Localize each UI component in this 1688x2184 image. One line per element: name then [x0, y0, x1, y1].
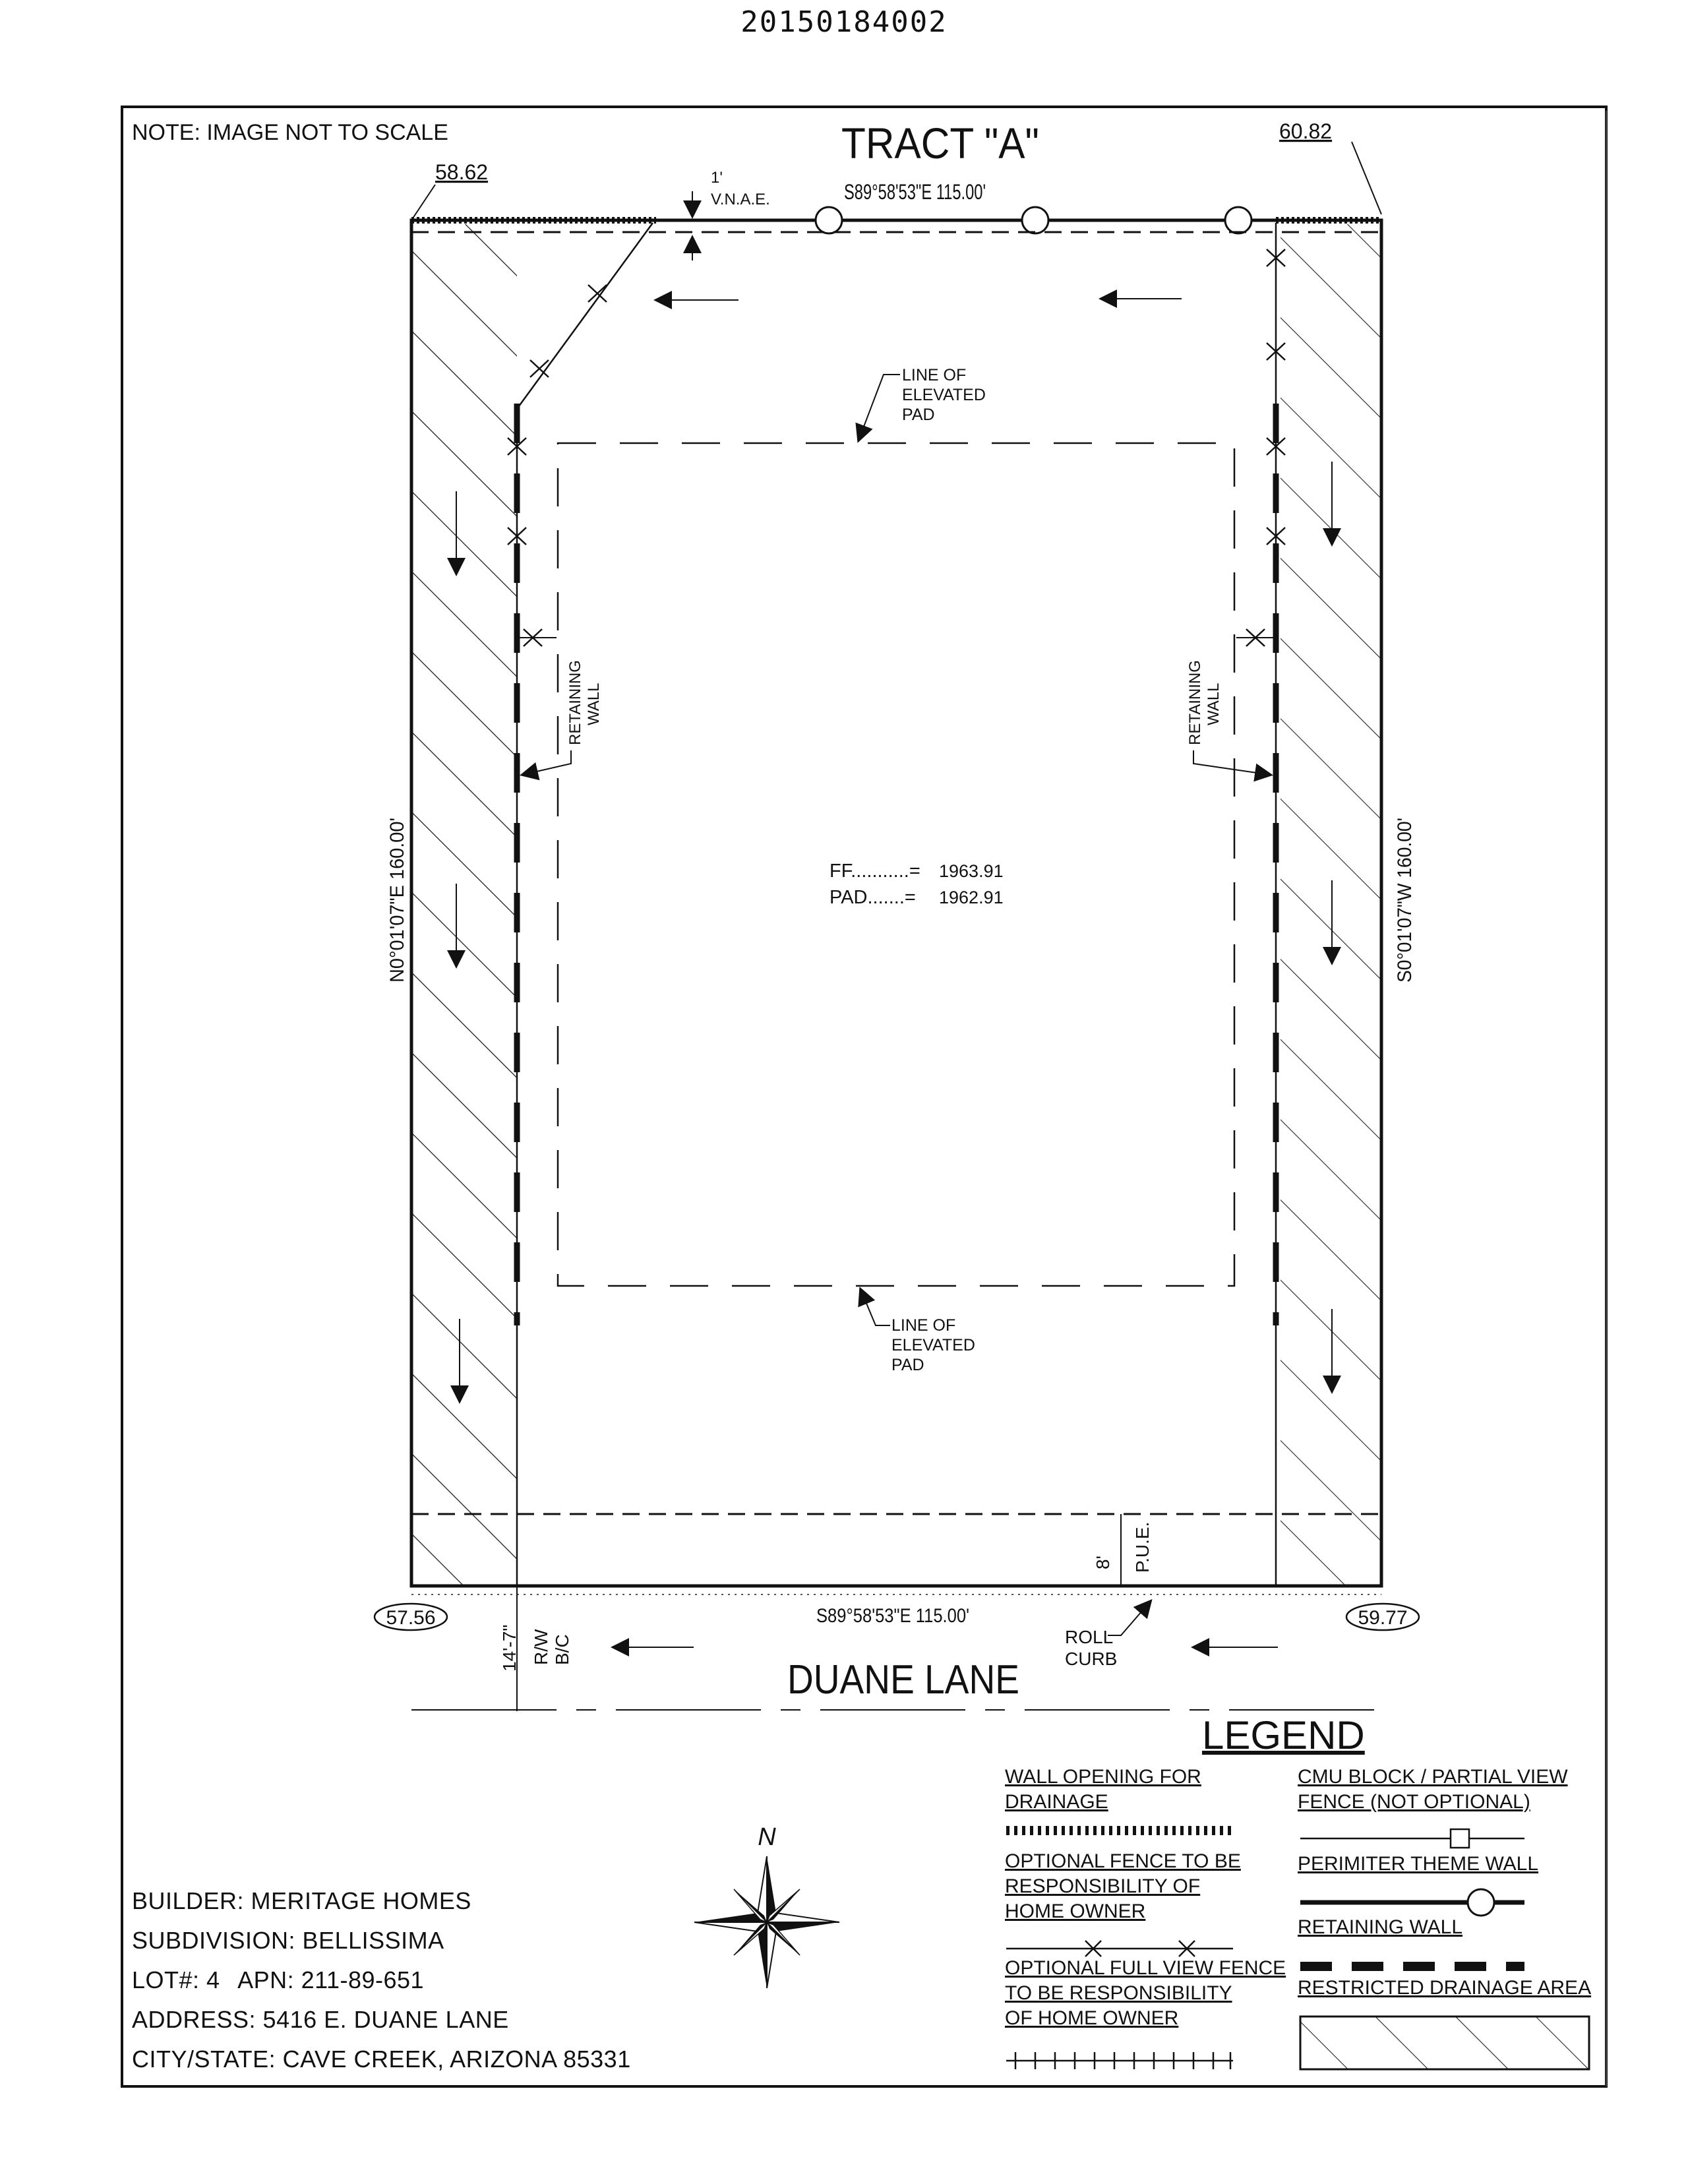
south-bearing: S89°58'53"E 115.00' [816, 1605, 969, 1627]
ff-value: 1963.91 [939, 861, 1004, 881]
north-arrow [694, 1856, 839, 1988]
west-bearing: N0°01'07"E 160.00' [386, 811, 408, 983]
east-bearing: S0°01'07"W 160.00' [1394, 807, 1416, 983]
city-state-line: CITY/STATE: CAVE CREEK, ARIZONA 85331 [132, 2046, 631, 2073]
legend-drainage-area-symbol [1300, 2017, 1589, 2069]
vnae-width: 1' [711, 169, 723, 187]
pad-label-top-2: ELEVATED [902, 386, 986, 404]
pad-label-bottom-2: ELEVATED [891, 1336, 975, 1354]
legend-cmu-block-symbol [1300, 1829, 1524, 1848]
pad-label: PAD.......= [829, 887, 916, 908]
pad-label-bottom-3: PAD [891, 1356, 924, 1374]
corner-elev-bottom-left: 57.56 [386, 1607, 436, 1629]
street-name: DUANE LANE [787, 1657, 1019, 1703]
document-number: 20150184002 [740, 5, 948, 39]
legend-optional-fence: OPTIONAL FENCE TO BE RESPONSIBILITY OF HOME OWNER [1005, 1850, 1241, 1922]
apn-number: APN: 211-89-651 [237, 1966, 425, 1993]
corner-elev-top-left: 58.62 [435, 160, 489, 184]
drainage-area-right [1281, 224, 1381, 1586]
address-line: ADDRESS: 5416 E. DUANE LANE [132, 2006, 509, 2033]
north-bearing: S89°58'53"E 115.00' [844, 180, 986, 204]
pad-label-bottom-1: LINE OF [891, 1316, 956, 1335]
ff-label: FF...........= [829, 861, 920, 882]
corner-elev-bottom-right: 59.77 [1358, 1607, 1408, 1629]
legend-wall-opening: WALL OPENING FOR DRAINAGE [1005, 1766, 1201, 1813]
bc-label: B/C [552, 1634, 572, 1665]
legend-retaining-wall: RETAINING WALL [1298, 1916, 1463, 1938]
retaining-wall-label-left-2: WALL [585, 682, 603, 725]
scale-note: NOTE: IMAGE NOT TO SCALE [132, 120, 448, 145]
pad-label-top-1: LINE OF [902, 366, 967, 384]
legend-full-view-fence: OPTIONAL FULL VIEW FENCE TO BE RESPONSIBILITY OF HOME OWNER [1005, 1957, 1286, 2029]
lot-number: LOT#: 4 [132, 1966, 220, 1993]
legend-theme-wall: PERIMITER THEME WALL [1298, 1853, 1539, 1875]
legend-full-view-fence-symbol [1006, 2052, 1233, 2069]
north-label: N [758, 1823, 776, 1851]
lot-apn-line [132, 1966, 436, 1994]
legend-restricted-drainage: RESTRICTED DRAINAGE AREA [1298, 1977, 1592, 1999]
roll-curb-label-2: CURB [1065, 1649, 1118, 1669]
subdivision-line: SUBDIVISION: BELLISSIMA [132, 1927, 444, 1954]
pue-width: 8' [1093, 1556, 1113, 1569]
setback-label: 14'-7" [499, 1624, 520, 1672]
legend-title: LEGEND [1202, 1713, 1365, 1757]
retaining-wall-label-right-1: RETAINING [1186, 660, 1204, 745]
tract-label: TRACT "A" [841, 119, 1039, 167]
corner-elev-top-right: 60.82 [1279, 119, 1333, 143]
roll-curb-label-1: ROLL [1065, 1627, 1114, 1647]
legend-optional-fence-symbol [1006, 1941, 1233, 1957]
legend-cmu-block: CMU BLOCK / PARTIAL VIEW FENCE (NOT OPTIONAL) [1298, 1766, 1568, 1813]
retaining-wall-label-right-2: WALL [1205, 682, 1222, 725]
retaining-wall-label-left-1: RETAINING [566, 660, 584, 745]
optional-fence-left [517, 223, 653, 1586]
theme-wall-post [1022, 207, 1048, 233]
builder-line: BUILDER: MERITAGE HOMES [132, 1887, 471, 1914]
pad-label-top-3: PAD [902, 406, 935, 424]
theme-wall-post [816, 207, 842, 233]
rw-label: R/W [531, 1629, 551, 1665]
pue-label: P.U.E. [1132, 1521, 1153, 1573]
legend-theme-wall-symbol [1300, 1889, 1524, 1916]
vnae-label: V.N.A.E. [711, 191, 770, 208]
theme-wall-post [1225, 207, 1251, 233]
pad-value: 1962.91 [939, 888, 1004, 907]
